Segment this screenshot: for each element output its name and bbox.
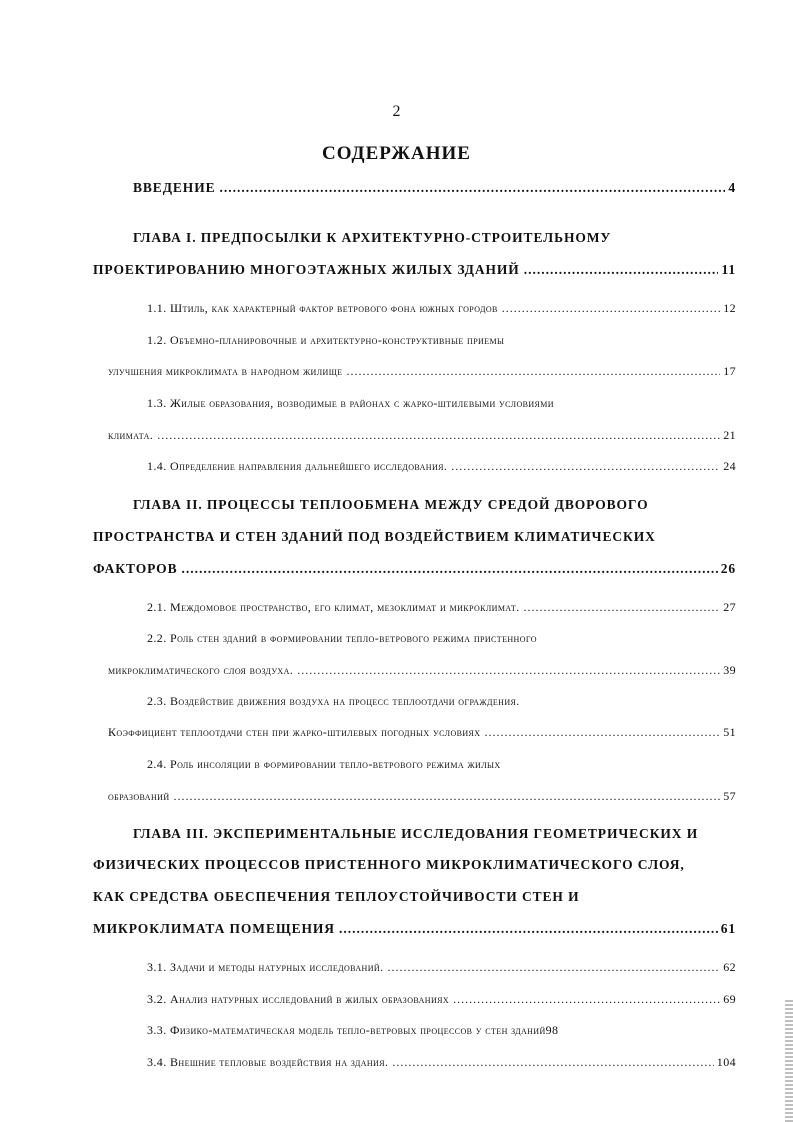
toc-section-2-2-line1 xyxy=(147,631,537,646)
toc-section-text: 1.3. Жилые образования, возводимые в районах с жарко-штилевыми условиями xyxy=(147,396,554,410)
toc-section-1-2-line2 xyxy=(108,364,736,379)
toc-section-1-4 xyxy=(147,459,736,474)
toc-intro-text: ВВЕДЕНИЕ xyxy=(133,180,216,195)
toc-section-text: 2.1. Междомовое пространство, его климат, мезоклимат и микроклимат. xyxy=(147,600,520,614)
toc-chapter1-line2 xyxy=(93,262,736,278)
toc-chapter3-line3 xyxy=(93,889,579,905)
toc-section-text: 2.2. Роль стен зданий в формировании тепло-ветрового режима пристенного xyxy=(147,631,537,645)
toc-section-text: 2.4. Роль инсоляции в формировании тепло-ветрового режима жилых xyxy=(147,757,501,771)
toc-section-3-1 xyxy=(147,960,736,975)
toc-section-page: 17 xyxy=(723,364,736,378)
toc-section-page: 57 xyxy=(723,789,736,803)
toc-section-page: 12 xyxy=(723,301,736,315)
toc-chapter2-line2 xyxy=(93,529,656,545)
toc-chapter3-title-cont: КАК СРЕДСТВА ОБЕСПЕЧЕНИЯ ТЕПЛОУСТОЙЧИВОСТИ СТЕН И xyxy=(93,889,580,904)
toc-intro xyxy=(133,180,736,196)
toc-section-text: 2.3. Воздействие движения воздуха на процесс теплоотдачи ограждения. xyxy=(147,694,520,708)
toc-section-text: микроклиматического слоя воздуха. xyxy=(108,663,294,677)
toc-intro-page: 4 xyxy=(728,180,736,195)
toc-chapter2-line3 xyxy=(93,561,736,577)
toc-section-1-3-line1 xyxy=(147,396,554,411)
page-title: СОДЕРЖАНИЕ xyxy=(322,143,471,164)
toc-section-2-3-line2 xyxy=(108,725,736,740)
page-number: 2 xyxy=(392,103,401,120)
toc-section-text: улучшения микроклимата в народном жилище xyxy=(108,364,343,378)
toc-section-text: 3.4. Внешние тепловые воздействия на здания. xyxy=(147,1055,389,1069)
toc-section-text: 3.2. Анализ натурных исследований в жилых образованиях xyxy=(147,992,450,1006)
toc-chapter3-line4 xyxy=(93,921,736,937)
toc-section-page: 51 xyxy=(723,725,736,739)
toc-section-page: 27 xyxy=(723,600,736,614)
toc-section-text: 3.1. Задачи и методы натурных исследований. xyxy=(147,960,384,974)
toc-chapter3-title: ГЛАВА III. ЭКСПЕРИМЕНТАЛЬНЫЕ ИССЛЕДОВАНИЯ ГЕОМЕТРИЧЕСКИХ И xyxy=(133,826,699,841)
toc-section-page: 62 xyxy=(723,960,736,974)
toc-chapter2-title: ГЛАВА II. ПРОЦЕССЫ ТЕПЛООБМЕНА МЕЖДУ СРЕДОЙ ДВОРОВОГО xyxy=(133,497,649,512)
toc-chapter1-page: 11 xyxy=(721,262,736,277)
toc-section-3-4 xyxy=(147,1055,736,1070)
toc-chapter3-title-cont: МИКРОКЛИМАТА ПОМЕЩЕНИЯ xyxy=(93,921,335,936)
toc-section-2-3-line1 xyxy=(147,694,520,709)
toc-section-text: образований xyxy=(108,789,170,803)
toc-section-page: 69 xyxy=(723,992,736,1006)
toc-chapter2-title-cont: ПРОСТРАНСТВА И СТЕН ЗДАНИЙ ПОД ВОЗДЕЙСТВИЕМ КЛИМАТИЧЕСКИХ xyxy=(93,529,656,544)
toc-section-page: 98 xyxy=(545,1023,559,1037)
toc-chapter1-line1 xyxy=(133,230,611,246)
toc-section-text: 3.3. Физико-математическая модель тепло-ветровых процессов у стен зданий xyxy=(147,1023,546,1037)
toc-section-2-4-line2 xyxy=(108,789,736,804)
toc-section-page: 21 xyxy=(723,428,736,442)
toc-section-text: 1.4. Определение направления дальнейшего исследования. xyxy=(147,459,448,473)
toc-section-text: Коэффициент теплоотдачи стен при жарко-штилевых погодных условиях xyxy=(108,725,481,739)
toc-chapter2-line1 xyxy=(133,497,648,513)
scan-edge-artifact xyxy=(785,1000,793,1122)
toc-section-2-4-line1 xyxy=(147,757,501,772)
toc-chapter2-page: 26 xyxy=(720,561,736,576)
toc-section-2-2-line2 xyxy=(108,663,736,678)
toc-section-2-1 xyxy=(147,600,736,615)
toc-chapter2-title-cont: ФАКТОРОВ xyxy=(93,561,178,576)
toc-chapter3-page: 61 xyxy=(720,921,736,936)
toc-section-text: климата. xyxy=(108,428,154,442)
toc-section-3-3 xyxy=(147,1023,736,1038)
toc-chapter1-title-cont: ПРОЕКТИРОВАНИЮ МНОГОЭТАЖНЫХ ЖИЛЫХ ЗДАНИЙ xyxy=(93,262,520,277)
toc-chapter3-line1 xyxy=(133,826,698,842)
toc-section-page: 39 xyxy=(723,663,736,677)
toc-section-1-1 xyxy=(147,301,736,316)
toc-chapter3-line2 xyxy=(93,857,685,873)
toc-section-page: 104 xyxy=(716,1055,736,1069)
toc-section-text: 1.1. Штиль, как характерный фактор ветрового фона южных городов xyxy=(147,301,498,315)
toc-section-page: 24 xyxy=(723,459,736,473)
toc-section-1-3-line2 xyxy=(108,428,736,443)
toc-chapter3-title-cont: ФИЗИЧЕСКИХ ПРОЦЕССОВ ПРИСТЕННОГО МИКРОКЛИМАТИЧЕСКОГО СЛОЯ, xyxy=(93,857,685,872)
toc-section-3-2 xyxy=(147,992,736,1007)
toc-section-text: 1.2. Объемно-планировочные и архитектурно-конструктивные приемы xyxy=(147,333,505,347)
toc-section-1-2-line1 xyxy=(147,333,504,348)
toc-chapter1-title: ГЛАВА I. ПРЕДПОСЫЛКИ К АРХИТЕКТУРНО-СТРОИТЕЛЬНОМУ xyxy=(133,230,612,245)
